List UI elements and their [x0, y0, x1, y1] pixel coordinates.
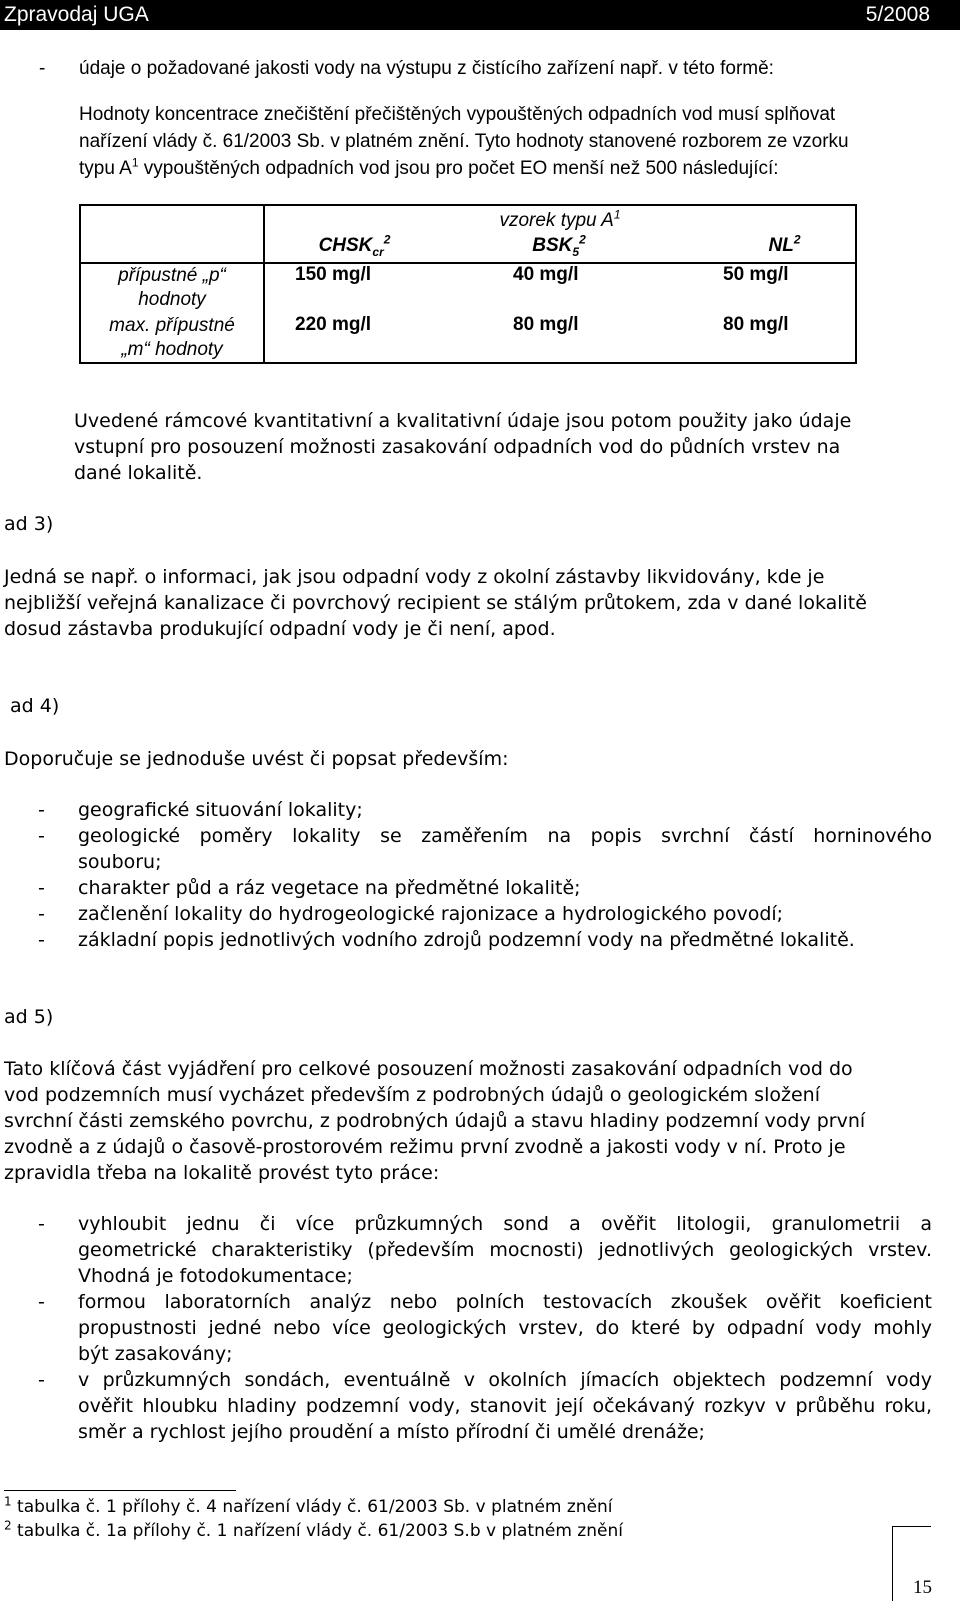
- ad5-line: vod podzemních musí vycházet především z podrobných údajů o geologickém složení: [4, 1084, 820, 1106]
- ad5-item-continued: ověřit hloubku hladiny podzemní vody, stanovit její očekávaný rozkyv v průběhu roku,: [78, 1395, 932, 1417]
- column-header-sup: 2: [579, 232, 586, 247]
- ad4-item: geologické poměry lokality se zaměřením na popis svrchní částí horninového: [78, 825, 932, 847]
- ad5-item-continued: směr a rychlost jejího proudění a místo přírodní či umělé drenáže;: [78, 1421, 705, 1443]
- group-header-sup: 1: [613, 207, 621, 222]
- footnote-2: [4, 1518, 623, 1541]
- ad3-line: dosud zástavba produkující odpadní vody je či není, apod.: [4, 618, 556, 640]
- column-header-base: BSK: [532, 235, 573, 256]
- issue-number: 5/2008: [865, 3, 930, 26]
- page-number: 15: [913, 1577, 932, 1598]
- table-value: 80 mg/l: [723, 314, 789, 335]
- footnote-text: tabulka č. 1a přílohy č. 1 nařízení vlády č. 61/2003 S.b v platném znění: [11, 1521, 623, 1541]
- limit-values-table: [79, 204, 857, 364]
- row-labels-cell: [80, 263, 264, 363]
- ad5-line: zvodně a z údajů o časově-prostorovém režimu první zvodně a jakosti vody v ní. Proto je: [4, 1136, 846, 1158]
- intro-para-line-1: Hodnoty koncentrace znečištění přečištěných vypouštěných odpadních vod musí splňovat: [79, 104, 836, 125]
- intro-para-line-2: [79, 131, 849, 153]
- table-group-header: [264, 205, 856, 235]
- column-header: [444, 232, 674, 263]
- publication-title: Zpravodaj UGA: [4, 3, 149, 26]
- section-heading-ad5: ad 5): [4, 1006, 54, 1028]
- footnote-mark: 1: [4, 1494, 12, 1509]
- list-dash: -: [38, 877, 45, 899]
- after-table-line: dané lokalitě.: [74, 462, 203, 484]
- list-dash: -: [38, 799, 45, 821]
- row-label-line: max. přípustné: [109, 315, 235, 336]
- intro-footnote-ref: 1: [131, 155, 139, 170]
- intro-para-line-3: [79, 155, 779, 180]
- after-table-line: vstupní pro posouzení možnosti zasakování odpadních vod do půdních vrstev na: [74, 436, 841, 458]
- ad5-line: svrchní části zemského povrchu, z podrobných údajů a stavu hladiny podzemní vody první: [4, 1110, 866, 1132]
- column-header: [264, 232, 444, 263]
- intro-bullet-dash: -: [39, 58, 46, 79]
- column-header-sub: cr: [372, 244, 384, 259]
- intro-bullet-text: údaje o požadované jakosti vody na výstupu z čistícího zařízení např. v této formě:: [79, 58, 774, 79]
- intro-typ-a: typu A: [79, 158, 132, 179]
- row-label-line: přípustné „p“: [118, 265, 226, 286]
- table-value: 50 mg/l: [723, 264, 789, 285]
- footnote-mark: 2: [4, 1518, 12, 1533]
- column-header-base: NL: [768, 235, 794, 256]
- footnote-1: [4, 1494, 613, 1517]
- intro-para-line-3-text: vypouštěných odpadních vod jsou pro počet EO menší než 500 následující:: [138, 158, 779, 179]
- column-header: [674, 232, 856, 263]
- page-header: [0, 0, 960, 30]
- ad4-item: geografické situování lokality;: [78, 799, 363, 821]
- list-dash: -: [38, 1369, 45, 1391]
- row-label-line: hodnoty: [138, 289, 206, 310]
- list-dash: -: [38, 929, 45, 951]
- column-header-base: CHSK: [318, 235, 373, 256]
- footnote-text: tabulka č. 1 přílohy č. 4 nařízení vlády č. 61/2003 Sb. v platném znění: [11, 1497, 613, 1517]
- section-heading-ad4: ad 4): [10, 695, 60, 717]
- ad4-item-continued: souboru;: [78, 851, 162, 873]
- list-dash: -: [38, 1213, 45, 1235]
- intro-para-line-2-text: nařízení vlády č. 61/2003 Sb. v platném znění. Tyto hodnoty stanovené rozborem ze vzorku: [79, 131, 849, 152]
- column-header-sup: 2: [793, 232, 801, 247]
- footnote-separator: [4, 1490, 236, 1491]
- table-value: 220 mg/l: [295, 314, 372, 335]
- row-label-line: „m“ hodnoty: [121, 339, 223, 360]
- list-dash: -: [38, 1291, 45, 1313]
- ad5-item-continued: být zasakovány;: [78, 1343, 233, 1365]
- ad5-item: vyhloubit jednu či více průzkumných sond a ověřit litologii, granulometrii a: [78, 1213, 932, 1235]
- table-corner-cell: [80, 205, 264, 263]
- ad5-line: Tato klíčová část vyjádření pro celkové posouzení možnosti zasakování odpadních vod do: [4, 1058, 853, 1080]
- column-header-sub: 5: [572, 244, 580, 259]
- ad4-item: začlenění lokality do hydrogeologické rajonizace a hydrologického povodí;: [78, 903, 784, 925]
- list-dash: -: [38, 903, 45, 925]
- ad5-item-continued: propustnosti jedné nebo více geologických vrstev, do které by odpadní vody mohly: [78, 1317, 932, 1339]
- ad5-item: v průzkumných sondách, eventuálně v okolních jímacích objektech podzemní vody: [78, 1369, 932, 1391]
- table-value: 80 mg/l: [513, 314, 579, 335]
- ad5-line: zpravidla třeba na lokalitě provést tyto práce:: [4, 1162, 440, 1184]
- after-table-line: Uvedené rámcové kvantitativní a kvalitativní údaje jsou potom použity jako údaje: [74, 410, 852, 432]
- ad5-item-continued: geometrické charakteristiky (především mocnosti) jednotlivých geologických vrstev.: [78, 1239, 932, 1261]
- table-value: 150 mg/l: [295, 264, 372, 285]
- ad4-intro: Doporučuje se jednoduše uvést či popsat především:: [4, 748, 509, 770]
- ad4-item: charakter půd a ráz vegetace na předmětné lokalitě;: [78, 877, 581, 899]
- ad3-line: nejbližší veřejná kanalizace či povrchový recipient se stálým průtokem, zda v dané lokalitě: [4, 592, 867, 614]
- ad5-item-continued: Vhodná je fotodokumentace;: [78, 1265, 353, 1287]
- ad3-line: Jedná se např. o informaci, jak jsou odpadní vody z okolní zástavby likvidovány, kde je: [4, 566, 825, 588]
- section-heading-ad3: ad 3): [4, 513, 54, 535]
- values-cell: [264, 263, 856, 363]
- ad4-item: základní popis jednotlivých vodního zdrojů podzemní vody na předmětné lokalitě.: [78, 929, 855, 951]
- ad5-item: formou laboratorních analýz nebo polních testovacích zkoušek ověřit koeficient: [78, 1291, 932, 1313]
- table-value: 40 mg/l: [513, 264, 579, 285]
- column-header-sup: 2: [383, 232, 391, 247]
- list-dash: -: [38, 825, 45, 847]
- group-header-text: vzorek typu A: [499, 210, 614, 231]
